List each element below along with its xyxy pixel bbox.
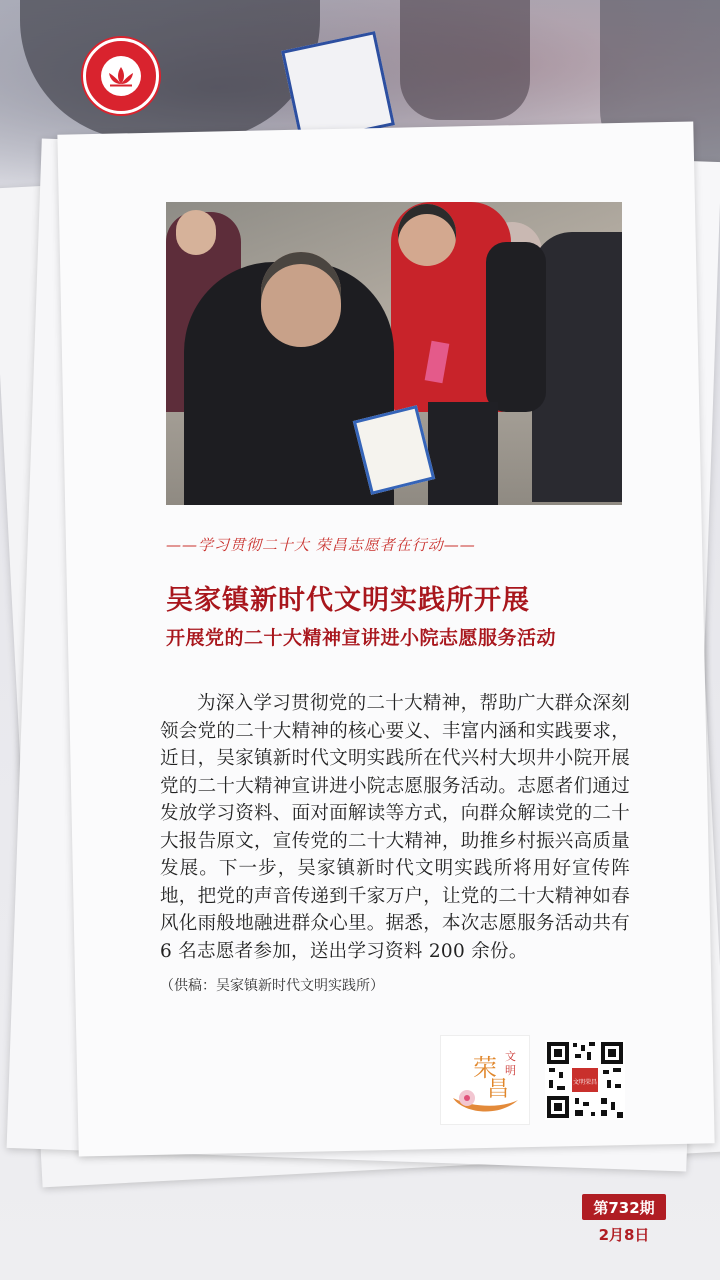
qr-code (545, 1040, 625, 1120)
issue-date: 2月8日 (598, 1226, 650, 1244)
qr-code-icon (545, 1040, 625, 1120)
lotus-logo-icon (106, 65, 136, 87)
wenming-rongchang-brand (440, 1035, 530, 1125)
background-figure (400, 0, 530, 120)
article-source: （供稿：吴家镇新时代文明实践所） (160, 978, 384, 994)
article-subtitle: 开展党的二十大精神宣讲进小院志愿服务活动 (166, 627, 557, 649)
brand-char-rong: 荣 (473, 1054, 497, 1082)
brand-char-chang: 昌 (487, 1077, 510, 1102)
qr-center-label: 文明荣昌 (572, 1079, 598, 1086)
activity-photo (166, 202, 622, 505)
article-body: 为深入学习贯彻党的二十大精神，帮助广大群众深刻领会党的二十大精神的核心要义、丰富内涵和实践要求，近日，吴家镇新时代文明实践所在代兴村大坝井小院开展党的二十大精神宣讲进小院志愿服务活动。志愿者们通过发放学习资料、面对面解读等方式，向群众解读党的二十大报告原文，宣传党的二十大精神，助推乡村振兴高质量发展。下一步，吴家镇新时代文明实践所将用好宣传阵地，把党的声音传递到千家万户，让党的二十大精神如春风化雨般地融进群众心里。据悉，本次志愿服务活动共有 6 名志愿者参加，送出学习资料 200 余份。 (160, 693, 631, 962)
civilization-center-logo (83, 38, 159, 114)
article-title: 吴家镇新时代文明实践所开展 (166, 585, 530, 616)
brand-mark (443, 1038, 527, 1122)
brand-char-ming: 明 (505, 1064, 516, 1077)
issue-number-badge: 第732期 (582, 1194, 666, 1220)
brand-char-wen: 文 (505, 1050, 516, 1063)
article-tagline: ——学习贯彻二十大 荣昌志愿者在行动—— (166, 536, 476, 554)
